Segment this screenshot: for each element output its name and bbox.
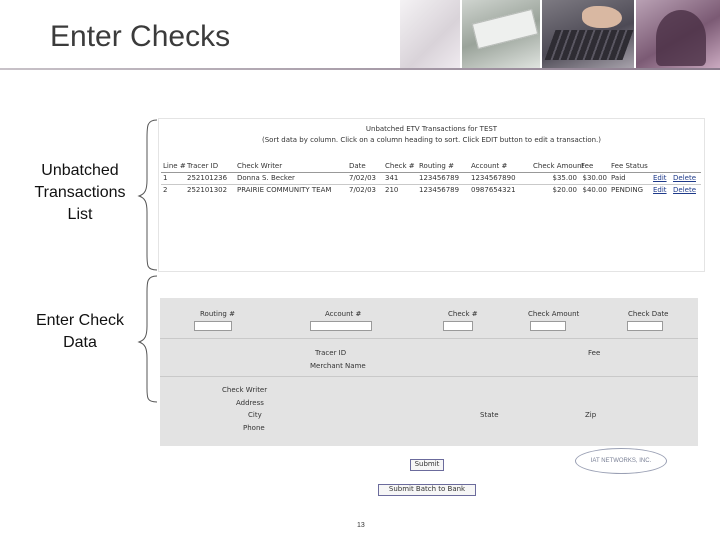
- submit-batch-button[interactable]: Submit Batch to Bank: [378, 484, 476, 496]
- col-header-line[interactable]: Line #: [161, 161, 185, 173]
- cell-tracer-id: 252101236: [185, 173, 235, 185]
- list-subheading: (Sort data by column. Click on a column heading to sort. Click EDIT button to edit a transaction.): [262, 136, 601, 144]
- phone-label: Phone: [243, 424, 265, 432]
- check-paper-image: [472, 9, 538, 49]
- brace-enter-check-data: [135, 274, 159, 404]
- cell-check-num: 341: [383, 173, 417, 185]
- col-header-fee-status[interactable]: Fee Status: [609, 161, 651, 173]
- keyboard-image: [545, 30, 634, 60]
- merchant-name-label: Merchant Name: [310, 362, 366, 370]
- edit-link[interactable]: Edit: [651, 185, 671, 197]
- col-header-check-num[interactable]: Check #: [383, 161, 417, 173]
- cell-line: 2: [161, 185, 185, 197]
- cell-check-amount: $20.00: [531, 185, 579, 197]
- fee-label: Fee: [588, 349, 601, 357]
- cell-fee-status: Paid: [609, 173, 651, 185]
- submit-button[interactable]: Submit: [410, 459, 444, 471]
- city-label: City: [248, 411, 262, 419]
- zip-label: Zip: [585, 411, 597, 419]
- cell-line: 1: [161, 173, 185, 185]
- transactions-table: [161, 161, 701, 196]
- cell-fee-status: PENDING: [609, 185, 651, 197]
- cell-date: 7/02/03: [347, 173, 383, 185]
- header-photo-person: [636, 0, 720, 68]
- table-header-row: [161, 161, 701, 173]
- page-number: 13: [357, 522, 365, 529]
- check-date-input[interactable]: [627, 321, 663, 331]
- delete-link[interactable]: Delete: [671, 185, 701, 197]
- cell-check-writer: Donna S. Becker: [235, 173, 347, 185]
- address-label: Address: [236, 399, 264, 407]
- cell-routing: 123456789: [417, 173, 469, 185]
- cell-fee: $40.00: [579, 185, 609, 197]
- check-entry-panel: [160, 298, 698, 520]
- col-header-account[interactable]: Account #: [469, 161, 531, 173]
- person-image: [656, 10, 706, 66]
- check-amount-input[interactable]: [530, 321, 566, 331]
- company-logo: IAT NETWORKS, INC.: [575, 448, 667, 474]
- col-header-edit: [651, 161, 671, 173]
- routing-label: Routing #: [200, 310, 235, 318]
- brace-unbatched-list: [135, 118, 159, 273]
- label-enter-check-data: Enter Check Data: [35, 312, 125, 351]
- account-label: Account #: [325, 310, 362, 318]
- table-row: [161, 185, 701, 197]
- col-header-tracer-id[interactable]: Tracer ID: [185, 161, 235, 173]
- title-divider: [0, 68, 720, 70]
- check-writer-label: Check Writer: [222, 386, 268, 394]
- form-divider: [160, 376, 698, 377]
- col-header-check-amount[interactable]: Check Amount: [531, 161, 579, 173]
- cell-date: 7/02/03: [347, 185, 383, 197]
- check-entry-form: [160, 298, 698, 446]
- label-unbatched-list: Unbatched Transactions List: [34, 162, 126, 223]
- header-photo-check: [462, 0, 540, 68]
- cell-check-num: 210: [383, 185, 417, 197]
- cell-check-writer: PRAIRIE COMMUNITY TEAM: [235, 185, 347, 197]
- cell-tracer-id: 252101302: [185, 185, 235, 197]
- col-header-delete: [671, 161, 701, 173]
- cell-account: 0987654321: [469, 185, 531, 197]
- slide-title: Enter Checks: [50, 20, 231, 53]
- form-divider: [160, 338, 698, 339]
- check-amount-label: Check Amount: [528, 310, 580, 318]
- account-input[interactable]: [310, 321, 372, 331]
- tracer-id-label: Tracer ID: [315, 349, 347, 357]
- state-label: State: [480, 411, 499, 419]
- unbatched-list-panel: [158, 118, 705, 272]
- table-row: [161, 173, 701, 185]
- col-header-date[interactable]: Date: [347, 161, 383, 173]
- cell-routing: 123456789: [417, 185, 469, 197]
- check-date-label: Check Date: [628, 310, 669, 318]
- list-heading: Unbatched ETV Transactions for TEST: [365, 125, 498, 133]
- col-header-routing[interactable]: Routing #: [417, 161, 469, 173]
- header-photo-keyboard: [542, 0, 634, 68]
- cell-check-amount: $35.00: [531, 173, 579, 185]
- header-photo-document: [400, 0, 460, 68]
- delete-link[interactable]: Delete: [671, 173, 701, 185]
- hand-image: [582, 6, 622, 28]
- cell-account: 1234567890: [469, 173, 531, 185]
- edit-link[interactable]: Edit: [651, 173, 671, 185]
- cell-fee: $30.00: [579, 173, 609, 185]
- routing-input[interactable]: [194, 321, 232, 331]
- col-header-fee[interactable]: Fee: [579, 161, 609, 173]
- col-header-check-writer[interactable]: Check Writer: [235, 161, 347, 173]
- check-num-label: Check #: [448, 310, 478, 318]
- check-num-input[interactable]: [443, 321, 473, 331]
